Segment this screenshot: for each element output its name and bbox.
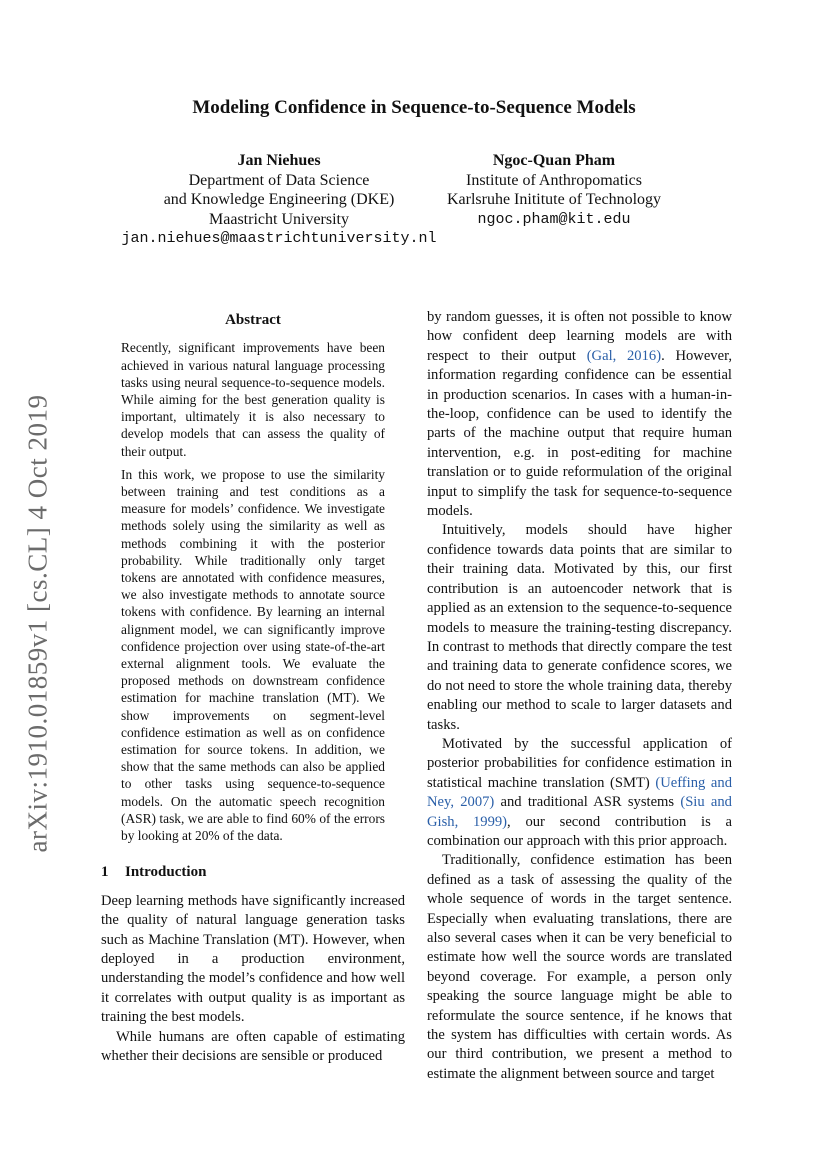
text-run: Motivated by the successful application of posterior probabilities for confidence estimation in statistical machine translation (SMT) xyxy=(427,735,732,791)
abstract-paragraph: Recently, significant improvements have been achieved in various natural language processing tasks using neural sequence-to-sequence models. While aiming for the best generation quality is important, ultimately it is also necessary to develop models that can assess the quality of their output. xyxy=(121,340,385,459)
author-affiliation: Maastricht University xyxy=(209,210,349,228)
left-column xyxy=(101,308,405,1066)
body-paragraph: Deep learning methods have significantly increased the quality of natural language generation tasks such as Machine Translation (MT). However, when deployed in a production environment, understanding the model’s confidence and how well it correlates with output quality is as important as training the best models. xyxy=(101,892,405,1026)
abstract-heading: Abstract xyxy=(225,312,281,328)
arxiv-stamp-text: arXiv:1910.01859v1 [cs.CL] 4 Oct 2019 xyxy=(22,394,53,852)
text-run: . However, information regarding confidence can be essential in production scenarios. In cases with a human-in-the-loop, confidence can be used to identify the parts of the machine output that require human intervention, e.g. in post-editing for machine translation or to guide reformulation of the original input to simplify the task for sequence-to-sequence models. xyxy=(427,347,733,520)
author-name: Ngoc-Quan Pham xyxy=(492,152,616,169)
body-paragraph xyxy=(427,308,732,521)
body-paragraph: Intuitively, models should have higher confidence towards data points that are similar to their training data. Motivated by this, our first contribution is an autoencoder network that is applied as an extension to the sequence-to-sequence models to measure the training-testing discrepancy. In contrast to methods that directly compare the test and training data to generate confidence scores, we do not need to store the whole training data, thereby enabling our method to scale to larger datasets and tasks. xyxy=(427,522,732,733)
body-paragraph: Traditionally, confidence estimation has been defined as a task of assessing the quality of the whole sequence of words in the target sentence. Especially when evaluating translations, there are also several cases when it can be very beneficial to estimate how well the source words are translated beyond coverage. For example, a person only speaking the source language might be able to reformulate the source sentence, if he knows that the system has difficulties with certain words. As our third contribution, we present a method to estimate the alignment between source and target xyxy=(427,852,732,1082)
citation-link[interactable]: (Ueffing and Ney, 2007) xyxy=(427,774,732,811)
author-email: jan.niehues@maastrichtuniversity.nl xyxy=(121,230,437,247)
text-run: and traditional ASR systems xyxy=(494,794,681,811)
author-block-1 xyxy=(90,151,468,249)
citation-link[interactable]: (Gal, 2016) xyxy=(586,347,662,364)
body-paragraph: While humans are often capable of estimating whether their decisions are sensible or produced xyxy=(101,1028,405,1064)
section-title: Introduction xyxy=(125,864,207,881)
author-block-2 xyxy=(430,151,678,229)
arxiv-stamp xyxy=(12,378,64,868)
body-paragraph xyxy=(427,735,732,851)
author-affiliation: Karlsruhe Inititute of Technology xyxy=(446,191,662,208)
citation-link[interactable]: (Siu and Gish, 1999) xyxy=(427,794,732,830)
right-column xyxy=(427,308,732,1084)
author-name: Jan Niehues xyxy=(237,152,321,169)
text-run: by random guesses, it is often not possible to know how confident deep learning models are with respect to their output xyxy=(427,309,732,364)
paper-title: Modeling Confidence in Sequence-to-Sequence Models xyxy=(192,97,636,118)
text-run: , our second contribution is a combination our approach with this prior approach. xyxy=(427,813,732,849)
section-number: 1 xyxy=(101,864,109,881)
section-heading xyxy=(101,863,405,882)
author-affiliation: Institute of Anthropomatics xyxy=(466,171,642,189)
author-affiliation: and Knowledge Engineering (DKE) xyxy=(163,191,395,208)
abstract-body xyxy=(121,339,385,844)
author-email: ngoc.pham@kit.edu xyxy=(477,210,631,228)
abstract-paragraph: In this work, we propose to use the similarity between training and test conditions as a measure for models’ confidence. We investigate methods solely using the similarity as well as methods combining it with the posterior probability. While traditionally only target tokens are annotated with confidence measures, we also investigate methods to annotate source tokens with confidence. By learning an internal alignment model, we can significantly improve confidence projection over using state-of-the-art external alignment tools. We evaluate the proposed methods on downstream confidence estimation for machine translation (MT). We show improvements on segment-level confidence estimation as well as on confidence estimation for source tokens. In addition, we show that the same methods can also be applied to other tasks using sequence-to-sequence models. On the automatic speech recognition (ASR) task, we are able to find 60% of the errors by looking at 20% of the data. xyxy=(121,466,385,844)
author-affiliation: Department of Data Science xyxy=(188,171,370,189)
